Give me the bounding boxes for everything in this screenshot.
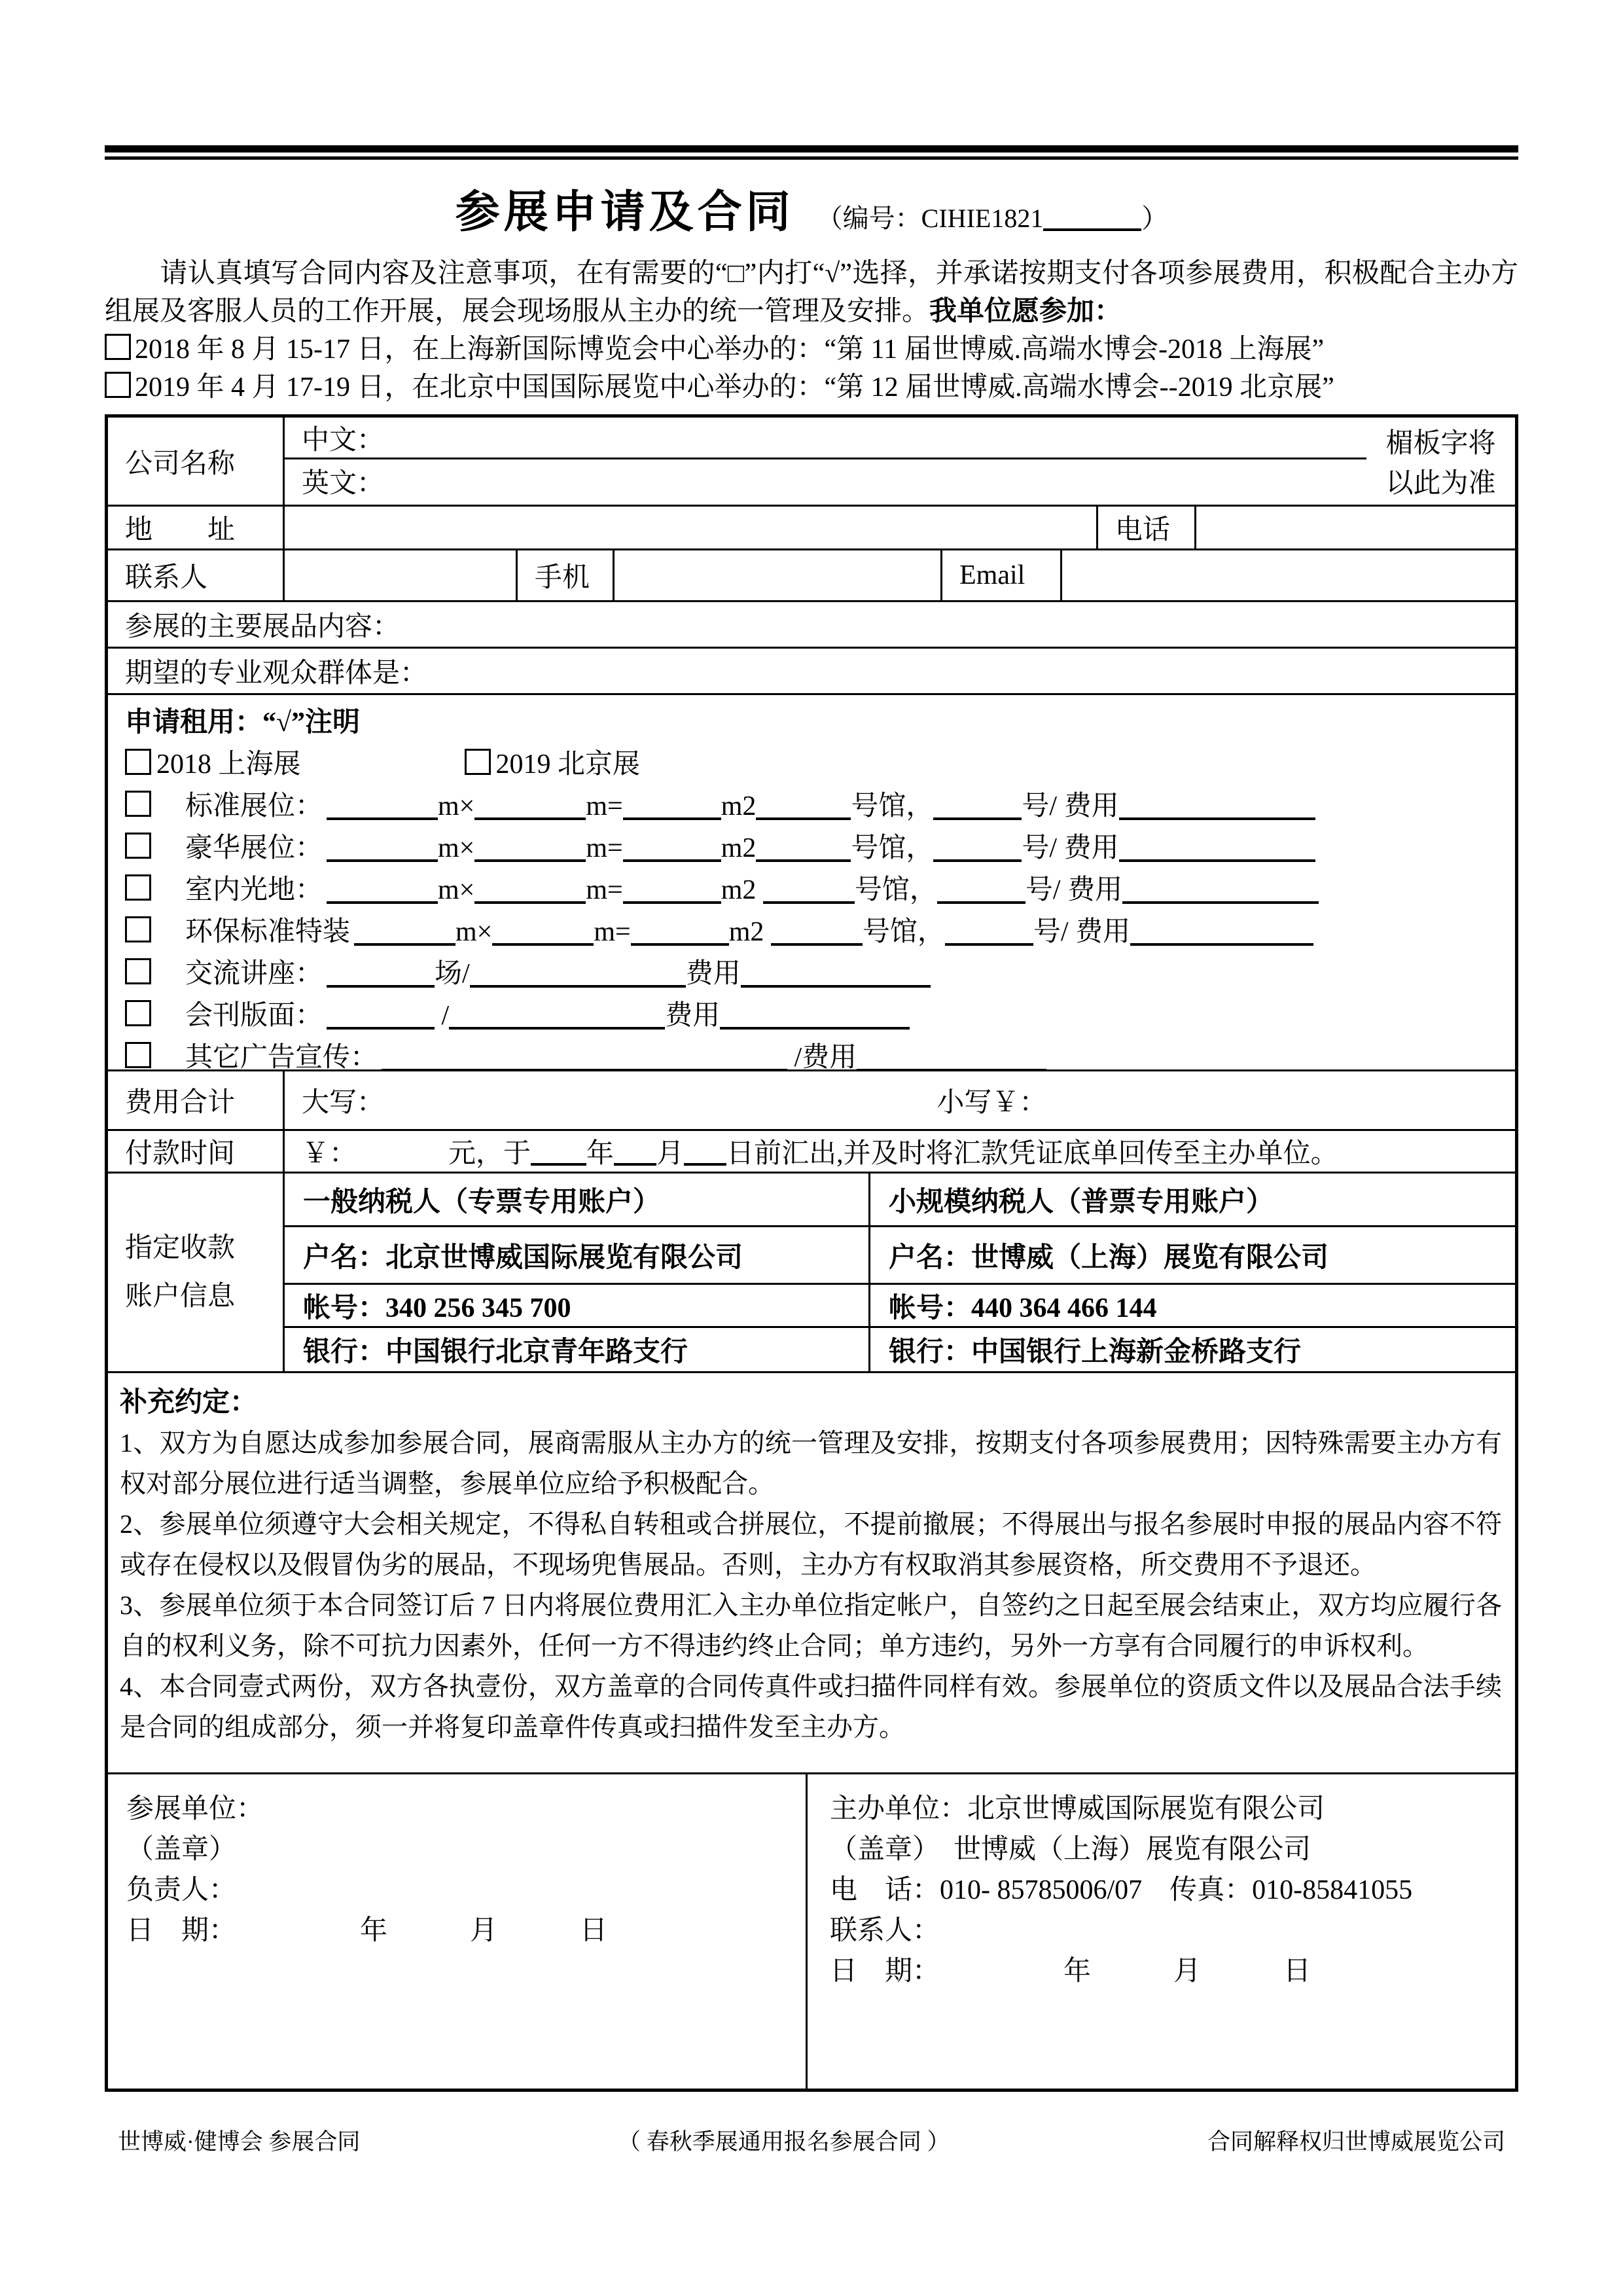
address-label: 地 址 <box>125 515 236 545</box>
contract-number-blank[interactable] <box>1043 202 1141 231</box>
intro-lead-text: 请认真填写合同内容及注意事项，在有需要的“□”内打“√”选择，并承诺按期支付各项参展费用，积极配合主办方组展及客服人员的工作开展，展会现场服从主办的统一管理及安排。 <box>105 259 1518 327</box>
signature-line: 日 期： 年 月 日 <box>830 1956 1311 1986</box>
phone-label-cell <box>1098 507 1196 548</box>
booking-show-label: 2019 北京展 <box>495 749 641 780</box>
fill-in-blank[interactable] <box>531 1137 586 1166</box>
form-text: 元，于 <box>448 1139 531 1169</box>
account-small-number <box>870 1285 1515 1328</box>
fill-in-blank[interactable] <box>1130 917 1313 946</box>
show-option <box>105 368 1518 406</box>
form-text: 号/ 费用 <box>1022 833 1119 863</box>
fill-in-blank[interactable] <box>1119 791 1315 820</box>
booking-show-option <box>465 749 641 780</box>
fill-in-blank[interactable] <box>763 875 855 904</box>
fill-in-blank[interactable] <box>470 959 686 988</box>
mobile-value-cell[interactable] <box>615 550 942 600</box>
account-small-header-text: 小规模纳税人（普票专用账户） <box>889 1187 1274 1217</box>
booking-row <box>125 827 1515 869</box>
fill-in-blank[interactable] <box>720 1001 910 1030</box>
account-small-name <box>870 1227 1515 1285</box>
fill-in-blank[interactable] <box>741 959 931 988</box>
address-label-cell <box>108 507 285 548</box>
form-text: 号/ 费用 <box>1025 875 1123 905</box>
fill-in-blank[interactable] <box>1119 833 1315 862</box>
exhibits-cell[interactable] <box>108 602 1515 647</box>
fill-in-blank[interactable] <box>382 1043 787 1071</box>
booking-heading: 申请租用：“√”注明 <box>125 708 361 738</box>
signature-line: 日 期： 年 月 日 <box>126 1916 608 1946</box>
fill-in-blank[interactable] <box>354 917 455 946</box>
fill-in-blank[interactable] <box>771 917 863 946</box>
exhibits-row <box>108 602 1515 649</box>
contract-number <box>817 204 1168 233</box>
form-text: m= <box>586 875 623 905</box>
accounts-label-line1: 指定收款 <box>125 1233 236 1263</box>
booking-row-label: 会刊版面： <box>185 1001 323 1031</box>
fascia-note-line1: 楣板字将 <box>1385 429 1496 459</box>
supplement-paragraph-4: 4、本合同壹式两份，双方各执壹份，双方盖章的合同传真件或扫描件同样有效。参展单位的资质文件以及展品合法手续是合同的组成部分，须一并将复印盖章件传真或扫描件发至主办方。 <box>120 1672 1502 1742</box>
checkbox-icon[interactable] <box>125 958 151 984</box>
contact-row <box>108 550 1515 602</box>
account-small-name-text: 户名：世博威（上海）展览有限公司 <box>889 1242 1329 1273</box>
payment-label-cell <box>108 1131 285 1172</box>
booking-shows <box>125 744 1515 785</box>
checkbox-icon[interactable] <box>125 791 151 817</box>
phone-label: 电话 <box>1115 515 1171 545</box>
show-option <box>105 331 1518 368</box>
checkbox-icon[interactable] <box>125 1042 151 1068</box>
form-text: 费用 <box>685 959 741 989</box>
supplement-section <box>108 1373 1515 1772</box>
form-text: 号馆， <box>851 791 934 821</box>
exhibitor-signature-cell[interactable] <box>108 1774 808 2089</box>
fill-in-blank[interactable] <box>937 875 1026 904</box>
checkbox-icon[interactable] <box>125 874 151 901</box>
company-label-cell <box>108 418 285 505</box>
booking-rows <box>125 785 1515 1079</box>
page-footer <box>118 2124 1505 2157</box>
fascia-note-line2: 以此为准 <box>1385 468 1496 499</box>
fill-in-blank[interactable] <box>623 875 721 904</box>
fill-in-blank[interactable] <box>756 833 851 862</box>
booking-row-label: 室内光地： <box>185 875 323 905</box>
company-label: 公司名称 <box>125 448 236 479</box>
accounts-label-cell <box>108 1174 285 1371</box>
exhibits-label: 参展的主要展品内容： <box>125 612 401 642</box>
supplement-paragraph-3: 3、参展单位须于本合同签订后 7 日内将展位费用汇入主办单位指定帐户，自签约之日起至展会结束止，双方均应履行各自的权利义务，除不可抗力因素外，任何一方不得违约终止合同；单方违约，另外一方享有合同履行的申诉权利。 <box>120 1590 1502 1660</box>
payment-row <box>108 1131 1515 1174</box>
supplement-paragraph-2: 2、参展单位须遵守大会相关规定，不得私自转租或合拼展位，不提前撤展；不得展出与报名参展时申报的展品内容不符或存在侵权以及假冒伪劣的展品，不现场兜售展品。否则，主办方有权取消其参展资格，所交费用不予退还。 <box>120 1509 1502 1579</box>
fill-in-blank[interactable] <box>327 875 438 904</box>
intro-lead-bold: 我单位愿参加： <box>929 296 1122 327</box>
fill-in-blank[interactable] <box>327 959 435 988</box>
show-option-text: 2018 年 8 月 15-17 日，在上海新国际博览会中心举办的：“第 11 届世博威.高端水博会-2018 上海展” <box>135 334 1325 365</box>
form-text: 场/ <box>435 959 470 989</box>
contract-number-prefix: （编号：CIHIE1821 <box>816 204 1044 233</box>
form-text: 号/ 费用 <box>1033 917 1131 947</box>
total-label: 费用合计 <box>125 1088 236 1118</box>
booking-row-label: 交流讲座： <box>185 959 323 989</box>
fill-in-blank[interactable] <box>449 1001 665 1030</box>
fill-in-blank[interactable] <box>474 791 586 820</box>
fill-in-blank[interactable] <box>474 875 586 904</box>
company-en-cell[interactable] <box>285 459 1366 503</box>
mobile-label: 手机 <box>535 563 590 593</box>
form-text: m× <box>438 875 475 905</box>
account-general-bank-text: 银行：中国银行北京青年路支行 <box>303 1337 688 1367</box>
footer-left: 世博威·健博会 参展合同 <box>118 2129 361 2155</box>
form-text: m× <box>455 917 493 947</box>
audience-label: 期望的专业观众群体是： <box>125 658 428 689</box>
checkbox-icon[interactable] <box>105 372 131 398</box>
form-text: m× <box>438 833 475 863</box>
email-label-cell <box>942 550 1062 600</box>
company-fields <box>285 418 1366 505</box>
account-general-number <box>285 1285 868 1328</box>
form-text: m2 <box>721 791 757 821</box>
accounts-label-line2: 账户信息 <box>125 1282 236 1312</box>
signature-line: 电 话：010- 85785006/07 传真：010-85841055 <box>830 1875 1413 1905</box>
form-text: 日前汇出,并及时将汇款凭证底单回传至主办单位。 <box>726 1139 1338 1169</box>
total-value-cell[interactable] <box>285 1071 1515 1129</box>
account-general-name-text: 户名：北京世博威国际展览有限公司 <box>303 1242 743 1273</box>
supplement-row <box>108 1373 1515 1774</box>
form-text: 号馆， <box>851 833 934 863</box>
form-text: 费用 <box>665 1001 721 1031</box>
booking-section-row <box>108 695 1515 1071</box>
fill-in-blank[interactable] <box>623 791 721 820</box>
form-text: m= <box>586 791 623 821</box>
booking-row <box>125 953 1515 995</box>
footer-right: 合同解释权归世博威展览公司 <box>1207 2129 1505 2155</box>
company-row <box>108 418 1515 507</box>
account-general-header-text: 一般纳税人（专票专用账户） <box>303 1187 661 1217</box>
form-text: 号/ 费用 <box>1022 791 1119 821</box>
address-value-cell[interactable] <box>285 507 1098 548</box>
fill-in-blank[interactable] <box>756 791 851 820</box>
signature-line: 联系人： <box>830 1916 940 1946</box>
booking-row-label: 豪华展位： <box>185 833 323 863</box>
fill-in-blank[interactable] <box>684 1137 726 1166</box>
company-cn-label: 中文： <box>302 425 385 456</box>
top-double-rule <box>105 145 1518 160</box>
checkbox-icon[interactable] <box>125 749 151 775</box>
booking-row-label: 环保标准特装 <box>185 917 351 947</box>
form-text: m× <box>438 791 475 821</box>
mobile-label-cell <box>518 550 615 600</box>
supplement-paragraph-1: 1、双方为自愿达成参加参展合同，展商需服从主办方的统一管理及安排，按期支付各项参展费用；因特殊需要主办方有权对部分展位进行适当调整，参展单位应给予积极配合。 <box>120 1428 1502 1498</box>
account-small-header <box>870 1174 1515 1227</box>
fill-in-blank[interactable] <box>631 917 729 946</box>
booking-row <box>125 869 1515 911</box>
account-general-header <box>285 1174 868 1227</box>
booking-row-label: 标准展位： <box>185 791 323 821</box>
booking-row-label: 其它广告宣传： <box>185 1043 378 1073</box>
account-general-bank <box>285 1328 868 1371</box>
form-text: m2 <box>721 875 763 905</box>
signature-line: （盖章） 世博威（上海）展览有限公司 <box>830 1835 1311 1865</box>
form-text: / <box>435 1001 450 1031</box>
fill-in-blank[interactable] <box>945 917 1033 946</box>
organizer-signature-cell[interactable] <box>808 1774 1515 2089</box>
show-option-text: 2019 年 4 月 17-19 日，在北京中国国际展览中心举办的：“第 12 届世博威.高端水博会--2019 北京展” <box>135 372 1334 403</box>
fill-in-blank[interactable] <box>1122 875 1319 904</box>
phone-value-cell[interactable] <box>1196 507 1515 548</box>
email-label: Email <box>959 560 1026 590</box>
form-text: m2 <box>721 833 757 863</box>
signature-line: 负责人： <box>126 1875 237 1905</box>
checkbox-icon[interactable] <box>105 334 131 360</box>
fill-in-blank[interactable] <box>327 1001 435 1030</box>
contact-value-cell[interactable] <box>285 550 518 600</box>
page-title: 参展申请及合同 <box>455 187 794 237</box>
form-text: m= <box>586 833 623 863</box>
form-text: m2 <box>728 917 771 947</box>
account-small-column <box>870 1174 1515 1371</box>
total-xiaoxie-label: 小写￥： <box>936 1088 1047 1118</box>
spacer <box>357 1148 448 1155</box>
company-cn-cell[interactable] <box>285 418 1366 459</box>
fill-in-blank[interactable] <box>492 917 594 946</box>
booking-show-label: 2018 上海展 <box>156 749 301 780</box>
account-general-name <box>285 1227 868 1285</box>
fill-in-blank[interactable] <box>933 833 1022 862</box>
account-general-column <box>285 1174 870 1371</box>
form-text: 月 <box>656 1139 685 1169</box>
total-label-cell <box>108 1071 285 1129</box>
address-row <box>108 507 1515 550</box>
intro-paragraph <box>105 255 1518 331</box>
title-line <box>105 177 1518 240</box>
account-general-number-text: 帐号：340 256 345 700 <box>303 1293 571 1323</box>
show-options <box>105 331 1518 406</box>
booking-row <box>125 911 1515 953</box>
form-text: /费用 <box>787 1043 857 1073</box>
checkbox-icon[interactable] <box>465 749 491 775</box>
fill-in-blank[interactable] <box>623 833 721 862</box>
contact-label: 联系人 <box>125 563 208 593</box>
form-text: 年 <box>586 1139 615 1169</box>
contact-label-cell <box>108 550 285 600</box>
booking-row <box>125 995 1515 1037</box>
signature-line: 参展单位： <box>126 1794 264 1824</box>
booking-row <box>125 785 1515 827</box>
fill-in-blank[interactable] <box>327 791 438 820</box>
payment-label: 付款时间 <box>125 1139 236 1169</box>
accounts-row <box>108 1174 1515 1373</box>
footer-center: （ 春秋季展通用报名参展合同 ） <box>617 2129 950 2155</box>
checkbox-icon[interactable] <box>125 1000 151 1026</box>
signature-line: 主办单位：北京世博威国际展览有限公司 <box>830 1794 1325 1824</box>
account-small-number-text: 帐号：440 364 466 144 <box>889 1293 1157 1323</box>
fill-in-blank[interactable] <box>933 791 1022 820</box>
audience-cell[interactable] <box>108 649 1515 693</box>
email-value-cell[interactable] <box>1062 550 1515 600</box>
audience-row <box>108 649 1515 695</box>
contract-number-close: ） <box>1141 204 1168 233</box>
supplement-heading: 补充约定： <box>120 1388 258 1418</box>
fill-in-blank[interactable] <box>327 833 438 862</box>
page-content <box>105 0 1518 2092</box>
account-small-bank <box>870 1328 1515 1371</box>
booking-show-option <box>125 749 301 780</box>
fascia-note-cell <box>1366 418 1515 505</box>
form-text: 号馆， <box>862 917 945 947</box>
company-en-label: 英文： <box>302 469 385 499</box>
account-small-bank-text: 银行：中国银行上海新金桥路支行 <box>889 1337 1302 1367</box>
contract-table <box>105 414 1518 2092</box>
total-row <box>108 1071 1515 1131</box>
fill-in-blank[interactable] <box>614 1137 656 1166</box>
fill-in-blank[interactable] <box>857 1043 1046 1071</box>
signature-row <box>108 1774 1515 2089</box>
booking-section <box>108 695 1515 1073</box>
accounts-grid <box>285 1174 1515 1371</box>
checkbox-icon[interactable] <box>125 916 151 942</box>
total-daxie-label: 大写： <box>302 1088 385 1118</box>
form-text: ￥： <box>302 1139 357 1169</box>
fill-in-blank[interactable] <box>474 833 586 862</box>
payment-value-cell[interactable] <box>285 1131 1515 1172</box>
form-text: m= <box>594 917 631 947</box>
form-text: 号馆， <box>854 875 937 905</box>
checkbox-icon[interactable] <box>125 833 151 859</box>
signature-line: （盖章） <box>126 1835 237 1865</box>
